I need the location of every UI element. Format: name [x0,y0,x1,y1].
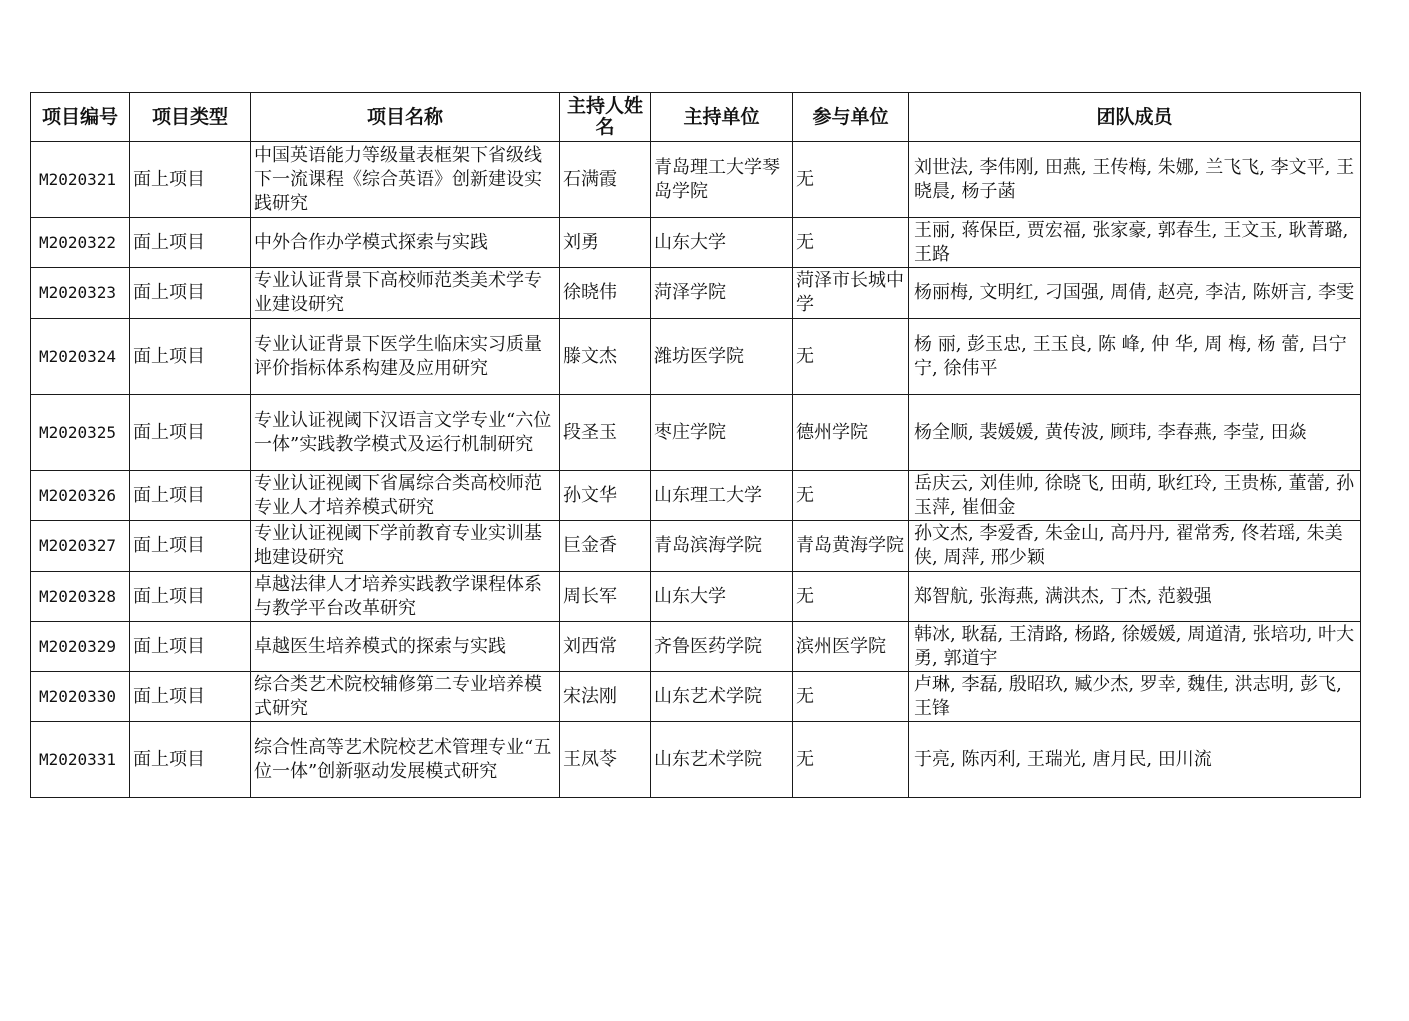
cell-project-name: 专业认证视阈下汉语言文学专业“六位一体”实践教学模式及运行机制研究 [251,395,560,471]
cell-host-unit: 山东理工大学 [651,471,793,521]
cell-participating-unit: 无 [793,471,909,521]
header-row [31,93,1361,142]
cell-project-type: 面上项目 [130,268,251,319]
cell-host-person: 石满霞 [560,142,651,218]
cell-team-members: 岳庆云, 刘佳帅, 徐晓飞, 田萌, 耿红玲, 王贵栋, 董蕾, 孙玉萍, 崔佃金 [909,471,1361,521]
cell-host-person: 段圣玉 [560,395,651,471]
cell-project-type: 面上项目 [130,471,251,521]
table-row [31,218,1361,268]
table-row [31,471,1361,521]
cell-project-type: 面上项目 [130,622,251,672]
cell-host-person: 刘勇 [560,218,651,268]
table-row [31,622,1361,672]
header-host-person: 主持人姓名 [560,93,651,142]
cell-team-members: 杨全顺, 裴媛媛, 黄传波, 顾玮, 李春燕, 李莹, 田焱 [909,395,1361,471]
cell-participating-unit: 无 [793,672,909,722]
cell-project-type: 面上项目 [130,319,251,395]
cell-host-unit: 山东艺术学院 [651,722,793,798]
header-host-unit: 主持单位 [651,93,793,142]
cell-host-person: 刘西常 [560,622,651,672]
header-project-type: 项目类型 [130,93,251,142]
cell-project-id: M2020328 [31,572,130,622]
cell-project-name: 专业认证视阈下省属综合类高校师范专业人才培养模式研究 [251,471,560,521]
header-team-members: 团队成员 [909,93,1361,142]
cell-team-members: 于亮, 陈丙利, 王瑞光, 唐月民, 田川流 [909,722,1361,798]
cell-participating-unit: 滨州医学院 [793,622,909,672]
table-row [31,572,1361,622]
cell-host-person: 巨金香 [560,521,651,572]
cell-team-members: 卢琳, 李磊, 殷昭玖, 臧少杰, 罗幸, 魏佳, 洪志明, 彭飞, 王锋 [909,672,1361,722]
cell-project-name: 综合性高等艺术院校艺术管理专业“五位一体”创新驱动发展模式研究 [251,722,560,798]
cell-project-name: 专业认证背景下高校师范类美术学专业建设研究 [251,268,560,319]
table-row [31,319,1361,395]
cell-participating-unit: 德州学院 [793,395,909,471]
cell-project-type: 面上项目 [130,218,251,268]
cell-host-unit: 潍坊医学院 [651,319,793,395]
cell-host-person: 孙文华 [560,471,651,521]
cell-host-unit: 山东大学 [651,572,793,622]
cell-host-person: 宋法刚 [560,672,651,722]
table-row [31,395,1361,471]
cell-participating-unit: 无 [793,572,909,622]
cell-team-members: 郑智航, 张海燕, 满洪杰, 丁杰, 范毅强 [909,572,1361,622]
table-row [31,142,1361,218]
cell-team-members: 王丽, 蒋保臣, 贾宏福, 张家豪, 郭春生, 王文玉, 耿菁璐, 王路 [909,218,1361,268]
table-row [31,268,1361,319]
cell-project-name: 中国英语能力等级量表框架下省级线下一流课程《综合英语》创新建设实践研究 [251,142,560,218]
cell-project-name: 卓越医生培养模式的探索与实践 [251,622,560,672]
cell-project-type: 面上项目 [130,672,251,722]
cell-project-type: 面上项目 [130,722,251,798]
cell-host-person: 滕文杰 [560,319,651,395]
table-row [31,521,1361,572]
cell-participating-unit: 无 [793,142,909,218]
cell-participating-unit: 菏泽市长城中学 [793,268,909,319]
cell-host-person: 王凤苓 [560,722,651,798]
cell-project-id: M2020326 [31,471,130,521]
cell-host-unit: 齐鲁医药学院 [651,622,793,672]
cell-team-members: 杨丽梅, 文明红, 刁国强, 周倩, 赵亮, 李洁, 陈妍言, 李雯 [909,268,1361,319]
cell-team-members: 杨 丽, 彭玉忠, 王玉良, 陈 峰, 仲 华, 周 梅, 杨 蕾, 吕宁宁, 徐伟平 [909,319,1361,395]
cell-project-name: 专业认证背景下医学生临床实习质量评价指标体系构建及应用研究 [251,319,560,395]
cell-project-name: 专业认证视阈下学前教育专业实训基地建设研究 [251,521,560,572]
cell-project-id: M2020325 [31,395,130,471]
cell-project-id: M2020330 [31,672,130,722]
cell-participating-unit: 青岛黄海学院 [793,521,909,572]
cell-host-person: 徐晓伟 [560,268,651,319]
header-participating-unit: 参与单位 [793,93,909,142]
project-table [30,92,1361,798]
table-row [31,672,1361,722]
cell-project-name: 中外合作办学模式探索与实践 [251,218,560,268]
cell-host-person: 周长军 [560,572,651,622]
cell-host-unit: 枣庄学院 [651,395,793,471]
cell-project-id: M2020329 [31,622,130,672]
cell-project-id: M2020327 [31,521,130,572]
cell-host-unit: 青岛滨海学院 [651,521,793,572]
cell-host-unit: 菏泽学院 [651,268,793,319]
cell-participating-unit: 无 [793,218,909,268]
header-project-id: 项目编号 [31,93,130,142]
cell-project-type: 面上项目 [130,142,251,218]
header-project-name: 项目名称 [251,93,560,142]
cell-team-members: 韩冰, 耿磊, 王清路, 杨路, 徐媛媛, 周道清, 张培功, 叶大勇, 郭道宇 [909,622,1361,672]
cell-project-type: 面上项目 [130,521,251,572]
cell-host-unit: 青岛理工大学琴岛学院 [651,142,793,218]
cell-team-members: 刘世法, 李伟刚, 田燕, 王传梅, 朱娜, 兰飞飞, 李文平, 王晓晨, 杨子菡 [909,142,1361,218]
cell-project-id: M2020323 [31,268,130,319]
cell-project-name: 综合类艺术院校辅修第二专业培养模式研究 [251,672,560,722]
cell-project-id: M2020322 [31,218,130,268]
cell-project-id: M2020321 [31,142,130,218]
cell-team-members: 孙文杰, 李爱香, 朱金山, 高丹丹, 翟常秀, 佟若瑶, 朱美侠, 周萍, 邢少颖 [909,521,1361,572]
cell-project-name: 卓越法律人才培养实践教学课程体系与教学平台改革研究 [251,572,560,622]
cell-participating-unit: 无 [793,319,909,395]
cell-host-unit: 山东艺术学院 [651,672,793,722]
cell-project-type: 面上项目 [130,572,251,622]
cell-participating-unit: 无 [793,722,909,798]
cell-project-type: 面上项目 [130,395,251,471]
table-row [31,722,1361,798]
cell-project-id: M2020331 [31,722,130,798]
cell-project-id: M2020324 [31,319,130,395]
cell-host-unit: 山东大学 [651,218,793,268]
